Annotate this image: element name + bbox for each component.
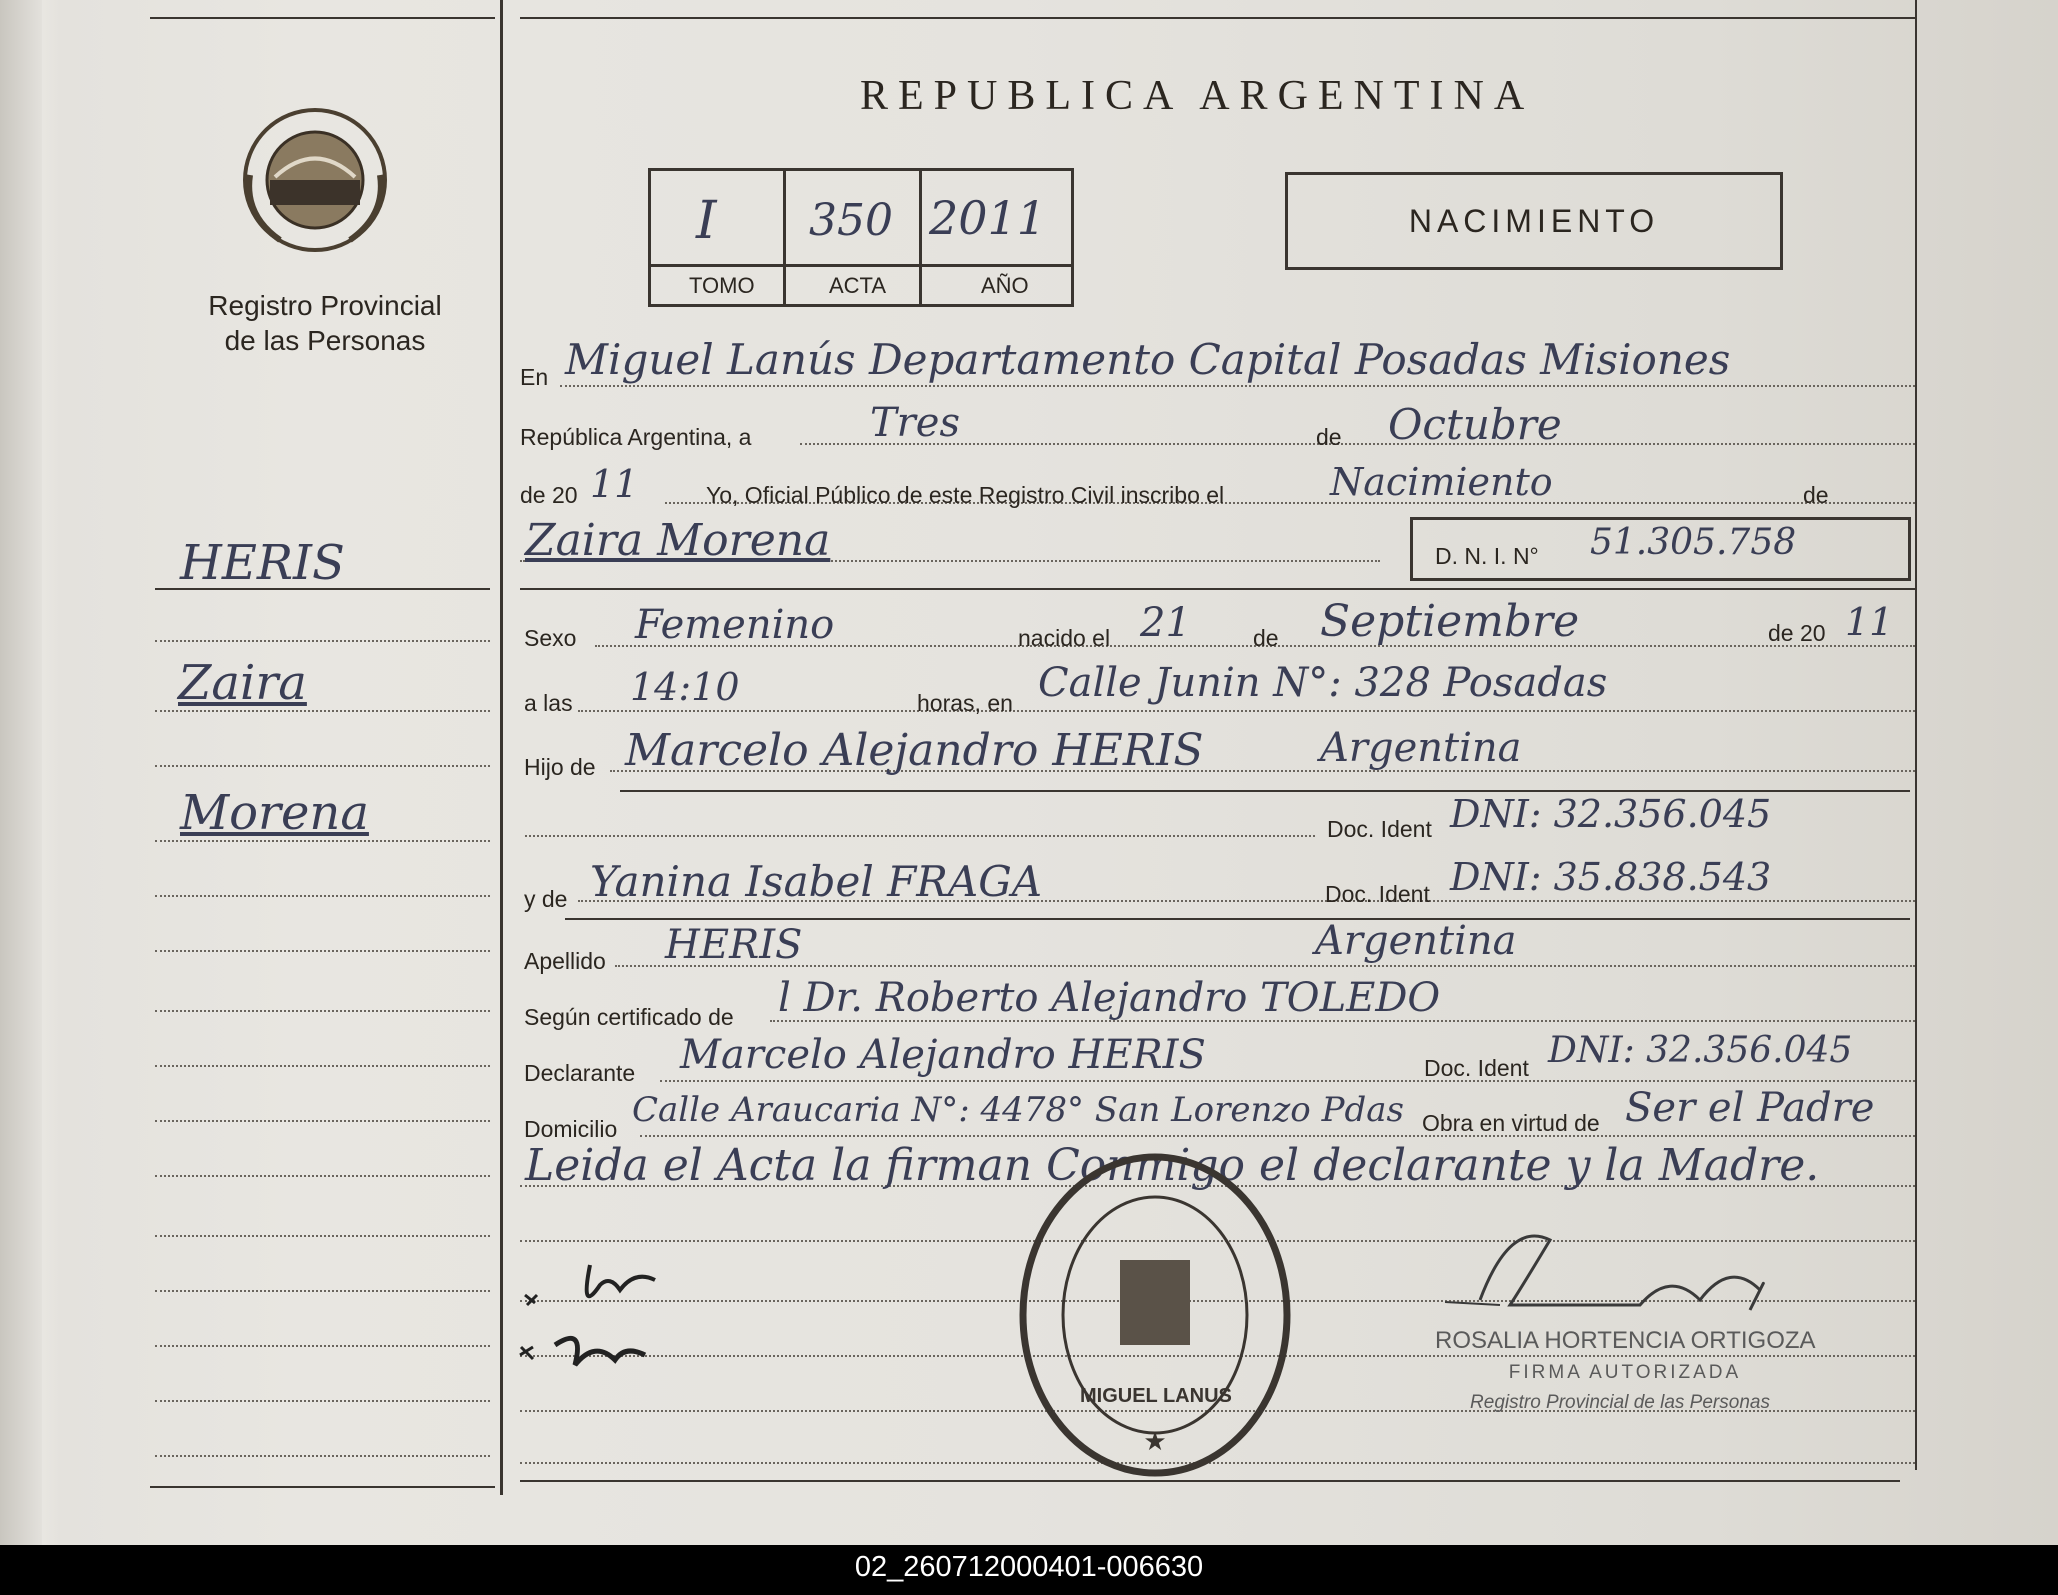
de3-label: de (1253, 625, 1279, 651)
act-type-value: Nacimiento (1330, 460, 1553, 504)
birth-day-value: 21 (1140, 600, 1191, 646)
margin-line (155, 640, 490, 642)
form-line (525, 835, 1315, 837)
margin-middle-name: Morena (180, 785, 369, 841)
margin-line (155, 1345, 490, 1347)
doc-type-box: NACIMIENTO (1285, 172, 1783, 270)
rule (565, 918, 1910, 920)
mother-nationality-value: Argentina (1315, 918, 1517, 964)
declarant-value: Marcelo Alejandro HERIS (680, 1032, 1206, 1078)
registry-name: Registro Provincial de las Personas (208, 290, 442, 356)
margin-line (155, 1235, 490, 1237)
rule (150, 17, 495, 19)
father-nationality-value: Argentina (1320, 725, 1522, 771)
rule (520, 588, 1915, 590)
dni-value: 51.305.758 (1590, 522, 1797, 563)
doc2-label: Doc. Ident (1325, 881, 1430, 907)
acta-value: 350 (809, 195, 893, 246)
day-word-value: Tres (870, 400, 960, 446)
official-signature (1440, 1210, 1800, 1330)
page-fold (0, 0, 42, 1545)
form-line (615, 965, 1915, 967)
stamp-inner-text: MIGUEL LANUS (1080, 1385, 1232, 1407)
rule (520, 1480, 1900, 1482)
de2-label: de (1803, 482, 1829, 508)
nacido-label: nacido el (1018, 625, 1111, 651)
birth-time-value: 14:10 (630, 665, 740, 709)
sex-value: Femenino (635, 602, 835, 648)
declarant-doc-value: DNI: 32.356.045 (1548, 1030, 1853, 1071)
declarante-label: Declarante (524, 1060, 636, 1086)
margin-line (155, 1065, 490, 1067)
de-label: de (1316, 424, 1342, 450)
horas-label: horas, en (917, 690, 1013, 716)
year-value: 11 (590, 462, 639, 506)
doc3-label: Doc. Ident (1424, 1055, 1529, 1081)
margin-line (155, 1120, 490, 1122)
acta-label: ACTA (829, 273, 887, 298)
form-line (660, 1080, 1915, 1082)
margin-line (155, 1290, 490, 1292)
hijo-label: Hijo de (524, 754, 596, 780)
image-id-footer: 02_260712000401-006630 (0, 1545, 2058, 1595)
father-doc-value: DNI: 32.356.045 (1450, 792, 1772, 836)
column-divider (500, 0, 503, 1495)
yde-label: y de (524, 886, 568, 912)
obra-label: Obra en virtud de (1422, 1110, 1600, 1136)
tomo-label: TOMO (689, 273, 755, 298)
form-line (578, 710, 1915, 712)
father-name-value: Marcelo Alejandro HERIS (625, 725, 1204, 776)
reason-value: Ser el Padre (1625, 1085, 1875, 1131)
margin-line (155, 895, 490, 897)
country-title: REPUBLICA ARGENTINA (860, 73, 1535, 119)
doc1-label: Doc. Ident (1327, 816, 1432, 842)
rule (150, 1486, 495, 1488)
rule (520, 17, 1915, 19)
de20-label: de 20 (520, 482, 578, 508)
closing-statement: Leida el Acta la firman Conmigo el declarante y la Madre. (525, 1140, 1820, 1191)
provincial-emblem (240, 105, 390, 255)
mother-name-value: Yanina Isabel FRAGA (590, 857, 1043, 906)
en-label: En (520, 364, 549, 390)
margin-line (155, 950, 490, 952)
surname-value: HERIS (665, 922, 803, 968)
svg-text:★: ★ (1143, 1426, 1167, 1456)
child-name-value: Zaira Morena (525, 515, 831, 566)
apellido-label: Apellido (524, 948, 606, 974)
month-value: Octubre (1388, 400, 1562, 449)
signature-scribble (515, 1255, 675, 1375)
margin-line (155, 1455, 490, 1457)
margin-line (155, 1010, 490, 1012)
mother-doc-value: DNI: 35.838.543 (1450, 855, 1772, 899)
right-border (1915, 0, 1917, 1470)
form-line (640, 1135, 1915, 1137)
place-value: Miguel Lanús Departamento Capital Posadas Misiones (565, 335, 1731, 384)
sexo-label: Sexo (524, 625, 577, 651)
alas-label: a las (524, 690, 573, 716)
segun-label: Según certificado de (524, 1004, 734, 1030)
official-office: Registro Provincial de las Personas (1470, 1392, 1770, 1413)
record-number-box (648, 168, 1074, 307)
certifier-value: l Dr. Roberto Alejandro TOLEDO (778, 975, 1441, 1021)
margin-surname: HERIS (180, 535, 345, 591)
tomo-value: I (696, 191, 717, 251)
address-value: Calle Araucaria N°: 4478° San Lorenzo Pdas (632, 1090, 1404, 1130)
margin-line (155, 765, 490, 767)
de20b-label: de 20 (1768, 620, 1826, 646)
margin-line (155, 1175, 490, 1177)
official-stamp (1015, 1150, 1295, 1480)
anio-value: 2011 (929, 191, 1047, 245)
margin-first-name: Zaira (178, 655, 307, 711)
dni-label: D. N. I. N° (1435, 543, 1539, 569)
official-name: ROSALIA HORTENCIA ORTIGOZA (1435, 1327, 1816, 1354)
anio-label: AÑO (981, 273, 1029, 298)
margin-line (155, 1400, 490, 1402)
domicilio-label: Domicilio (524, 1116, 618, 1142)
yo-label: Yo, Oficial Público de este Registro Civil inscribo el (706, 482, 1225, 508)
birth-place-value: Calle Junin N°: 328 Posadas (1038, 660, 1608, 706)
birth-year-value: 11 (1845, 600, 1894, 644)
birth-month-value: Septiembre (1320, 596, 1580, 647)
form-line (560, 385, 1915, 387)
rep-label: República Argentina, a (520, 424, 752, 450)
official-role: FIRMA AUTORIZADA (1508, 1362, 1742, 1383)
form-line (800, 443, 1915, 445)
